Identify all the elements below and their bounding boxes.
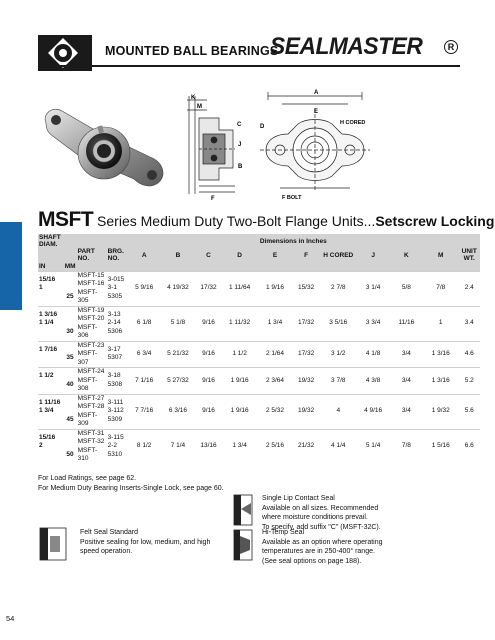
cell-dim: 1 11/64 — [221, 271, 257, 306]
dimensions-table — [38, 234, 480, 464]
part-number: MSFT-24 — [77, 368, 105, 375]
cell-part-no — [77, 394, 107, 429]
cell-unit-wt: 3.4 — [458, 306, 480, 341]
part-number: MSFT-310 — [77, 446, 98, 462]
cell-part-no — [77, 429, 107, 464]
cell-dim: 3 3/4 — [357, 306, 390, 341]
seal-hi-temp-line-4: (See seal options on page 188). — [262, 557, 362, 565]
cell-dim: 4 — [320, 394, 356, 429]
series-description: Series Medium Duty Two-Bolt Flange Units... — [93, 213, 376, 229]
col-j: J — [357, 248, 390, 262]
part-number: MSFT-307 — [77, 350, 98, 366]
cell-dim: 2 7/8 — [320, 271, 356, 306]
seal-single-lip-line-1: Single Lip Contact Seal — [262, 495, 335, 502]
cell-part-no — [77, 306, 107, 341]
table-row — [38, 271, 480, 306]
bearing-number: 3-1 — [107, 284, 118, 292]
col-d: D — [221, 248, 257, 262]
cell-brg-no — [107, 429, 128, 464]
cell-dim: 1 9/16 — [221, 394, 257, 429]
cell-dim: 15/32 — [292, 271, 320, 306]
shaft-mm: 35 — [66, 354, 74, 362]
notes — [38, 474, 224, 494]
cell-dim: 7 1/4 — [160, 429, 195, 464]
dim-label-c: C — [237, 122, 242, 128]
cell-dim: 11/16 — [390, 306, 423, 341]
cell-dim: 4 1/4 — [320, 429, 356, 464]
shaft-in: 15/16 — [39, 275, 56, 283]
cell-dim: 5 21/32 — [160, 341, 195, 368]
col-f: F — [292, 248, 320, 262]
cell-dim: 4 9/16 — [357, 394, 390, 429]
seal-hi-temp-line-3: temperatures are in 250-400° range. — [262, 548, 375, 555]
cell-dim: 4 19/32 — [160, 271, 195, 306]
col-b: B — [160, 248, 195, 262]
seal-felt-line-3: speed operation. — [80, 548, 133, 555]
bearing-number: 5306 — [107, 327, 123, 335]
seal-hi-temp — [262, 528, 383, 566]
seal-felt-line-1: Felt Seal Standard — [80, 529, 138, 536]
flange-unit-photo — [38, 95, 188, 195]
bearing-number: 2-2 — [107, 442, 118, 450]
seal-felt-line-2: Positive sealing for low, medium, and high — [80, 538, 211, 546]
shaft-mm: 45 — [66, 415, 74, 423]
table-row — [38, 306, 480, 341]
shaft-mm: 50 — [66, 450, 74, 458]
shaft-mm: 40 — [66, 380, 74, 388]
seal-hi-temp-line-2: Available as an option where operating — [262, 538, 383, 546]
cell-dim: 3 5/16 — [320, 306, 356, 341]
cell-dim: 19/32 — [292, 394, 320, 429]
header-rule — [38, 65, 460, 67]
bearing-number: 3-17 — [107, 345, 121, 353]
table-row — [38, 368, 480, 395]
cell-dim: 8 1/2 — [128, 429, 160, 464]
cell-dim: 9/16 — [196, 306, 222, 341]
dim-label-e: E — [314, 109, 319, 115]
cell-dim: 5/8 — [390, 271, 423, 306]
seal-single-lip-line-4: To specify, add suffix "C" (MSFT-32C). — [262, 523, 381, 531]
note-load-ratings: For Load Ratings, see page 62. — [38, 475, 137, 482]
dim-label-f: F — [211, 196, 215, 202]
col-shaft-diam: SHAFT DIAM. — [38, 234, 77, 248]
part-number: MSFT-28 — [77, 403, 105, 410]
cell-dim: 1 5/16 — [423, 429, 458, 464]
shaft-in: 1 3/4 — [39, 407, 54, 415]
col-part-no: PART NO. — [77, 248, 107, 262]
cell-dim: 5 1/8 — [160, 306, 195, 341]
front-view-diagram — [258, 88, 370, 202]
cell-dim: 6 3/4 — [128, 341, 160, 368]
dim-label-k: K — [191, 95, 196, 101]
note-inserts: For Medium Duty Bearing Inserts-Single Lock, see page 60. — [38, 485, 224, 492]
part-number: MSFT-309 — [77, 411, 98, 427]
cell-dim: 1 — [423, 306, 458, 341]
cell-part-no — [77, 271, 107, 306]
cell-dim: 1 1/2 — [221, 341, 257, 368]
section-tab — [0, 222, 22, 310]
dim-label-a: A — [314, 90, 319, 96]
shaft-in: 1 7/16 — [39, 345, 58, 353]
single-lip-seal-icon — [232, 493, 254, 527]
cell-part-no — [77, 368, 107, 395]
table-row — [38, 394, 480, 429]
part-number: MSFT-31 — [77, 429, 105, 437]
dimensions-header: Dimensions in Inches — [128, 234, 458, 248]
part-number: MSFT-15 — [77, 271, 105, 279]
bearing-number: 5309 — [107, 415, 123, 423]
brand-logo: SEALMASTER — [270, 33, 423, 60]
page-number: 54 — [6, 614, 15, 623]
cell-dim: 17/32 — [292, 341, 320, 368]
seal-single-lip-line-3: where moisture conditions prevail. — [262, 514, 368, 521]
cell-dim: 6 1/8 — [128, 306, 160, 341]
cell-unit-wt: 4.6 — [458, 341, 480, 368]
col-a: A — [128, 248, 160, 262]
cell-dim: 4 1/8 — [357, 341, 390, 368]
cell-dim: 4 3/8 — [357, 368, 390, 395]
shaft-in: 1 1/2 — [39, 372, 54, 380]
series-code: MSFT — [38, 208, 94, 231]
cell-unit-wt: 5.2 — [458, 368, 480, 395]
cell-dim: 5 9/16 — [128, 271, 160, 306]
cell-dim: 3/4 — [390, 394, 423, 429]
cell-dim: 21/32 — [292, 429, 320, 464]
shaft-in: 2 — [39, 442, 43, 450]
part-number: MSFT-19 — [77, 306, 105, 314]
cell-dim: 2 1/64 — [258, 341, 292, 368]
cell-dim: 1 9/32 — [423, 394, 458, 429]
shaft-mm: 30 — [66, 327, 74, 335]
cell-shaft — [38, 271, 77, 306]
col-mm: MM — [64, 262, 76, 270]
seal-single-lip — [262, 494, 381, 532]
dim-label-m: M — [197, 104, 202, 110]
cell-dim: 5 27/32 — [160, 368, 195, 395]
cell-unit-wt: 6.6 — [458, 429, 480, 464]
part-number: MSFT-20 — [77, 315, 105, 322]
bearing-number: 5305 — [107, 292, 123, 300]
cell-shaft — [38, 368, 77, 395]
cell-brg-no — [107, 341, 128, 368]
shaft-in: 15/16 — [39, 433, 56, 441]
hi-temp-seal-icon — [232, 528, 254, 562]
section-title — [38, 208, 494, 232]
section-view-diagram — [185, 90, 250, 202]
col-c: C — [196, 248, 222, 262]
cell-dim: 2 5/16 — [258, 429, 292, 464]
cell-dim: 1 3/4 — [221, 429, 257, 464]
dim-label-d: D — [260, 124, 265, 130]
col-e: E — [258, 248, 292, 262]
seal-single-lip-line-2: Available on all sizes. Recommended — [262, 504, 379, 512]
header-title: MOUNTED BALL BEARINGS — [105, 44, 279, 58]
cell-dim: 2 3/64 — [258, 368, 292, 395]
bearing-number: 3-015 — [107, 275, 125, 283]
dim-label-h-cored: H CORED — [340, 120, 366, 126]
cell-dim: 1 9/16 — [258, 271, 292, 306]
cell-dim: 5 1/4 — [357, 429, 390, 464]
dim-label-f-bolt: F BOLT — [282, 195, 302, 201]
cell-shaft — [38, 341, 77, 368]
cell-dim: 6 3/16 — [160, 394, 195, 429]
cell-dim: 19/32 — [292, 368, 320, 395]
cell-shaft — [38, 306, 77, 341]
shaft-in: 1 3/16 — [39, 310, 58, 318]
cell-unit-wt: 5.6 — [458, 394, 480, 429]
part-number: MSFT-32 — [77, 438, 105, 445]
bearing-number: 5310 — [107, 450, 123, 458]
cell-part-no — [77, 341, 107, 368]
felt-seal-icon — [38, 526, 68, 562]
cell-brg-no — [107, 368, 128, 395]
cell-dim: 1 3/16 — [423, 368, 458, 395]
col-in: IN — [39, 262, 46, 270]
cell-unit-wt: 2.4 — [458, 271, 480, 306]
bearing-number: 2-14 — [107, 319, 121, 327]
cell-dim: 1 3/16 — [423, 341, 458, 368]
cell-dim: 7 1/16 — [128, 368, 160, 395]
bearing-number: 3-112 — [107, 407, 124, 415]
seal-felt — [80, 528, 210, 557]
col-brg-no: BRG. NO. — [107, 248, 128, 262]
cell-shaft — [38, 429, 77, 464]
part-number: MSFT-16 — [77, 280, 105, 287]
cell-dim: 7/8 — [390, 429, 423, 464]
cell-dim: 3 1/2 — [320, 341, 356, 368]
dim-label-j: J — [238, 142, 242, 148]
table-row — [38, 429, 480, 464]
col-h-cored: H CORED — [320, 248, 356, 262]
bearing-number: 3-111 — [107, 398, 124, 406]
col-k: K — [390, 248, 423, 262]
bearing-number: 3-115 — [107, 433, 124, 441]
cell-brg-no — [107, 271, 128, 306]
cell-dim: 9/16 — [196, 341, 222, 368]
dimensions-body — [38, 271, 480, 464]
cell-dim: 7 7/16 — [128, 394, 160, 429]
cell-brg-no — [107, 306, 128, 341]
shaft-in: 1 1/4 — [39, 319, 54, 327]
part-number: MSFT-305 — [77, 288, 98, 304]
cell-dim: 3/4 — [390, 368, 423, 395]
part-number: MSFT-306 — [77, 323, 98, 339]
cell-dim: 2 5/32 — [258, 394, 292, 429]
cell-dim: 17/32 — [292, 306, 320, 341]
cell-dim: 3 1/4 — [357, 271, 390, 306]
bearing-number: 5307 — [107, 354, 123, 362]
cell-dim: 3/4 — [390, 341, 423, 368]
col-unit-wt: UNIT WT. — [458, 248, 480, 262]
table-row — [38, 341, 480, 368]
cell-dim: 9/16 — [196, 394, 222, 429]
bearing-number: 5308 — [107, 380, 123, 388]
cell-brg-no — [107, 394, 128, 429]
cell-dim: 1 9/16 — [221, 368, 257, 395]
cell-dim: 7/8 — [423, 271, 458, 306]
shaft-mm: 25 — [66, 292, 74, 300]
part-number: MSFT-27 — [77, 394, 105, 402]
bearing-number: 3-13 — [107, 310, 121, 318]
seal-hi-temp-line-1: Hi-Temp Seal — [262, 529, 305, 536]
part-number: MSFT-308 — [77, 376, 98, 392]
shaft-in: 1 — [39, 284, 43, 292]
cell-dim: 1 3/4 — [258, 306, 292, 341]
part-number: MSFT-23 — [77, 341, 105, 349]
locking-type: Setscrew Locking — [375, 213, 495, 229]
cell-dim: 1 11/32 — [221, 306, 257, 341]
col-m: M — [423, 248, 458, 262]
cell-shaft — [38, 394, 77, 429]
shaft-in: 1 11/16 — [39, 398, 61, 406]
bearing-number: 3-18 — [107, 372, 121, 380]
cell-dim: 9/16 — [196, 368, 222, 395]
cell-dim: 13/16 — [196, 429, 222, 464]
cell-dim: 3 7/8 — [320, 368, 356, 395]
dim-label-b: B — [238, 164, 243, 170]
cell-dim: 17/32 — [196, 271, 222, 306]
registered-mark: R — [444, 40, 458, 54]
